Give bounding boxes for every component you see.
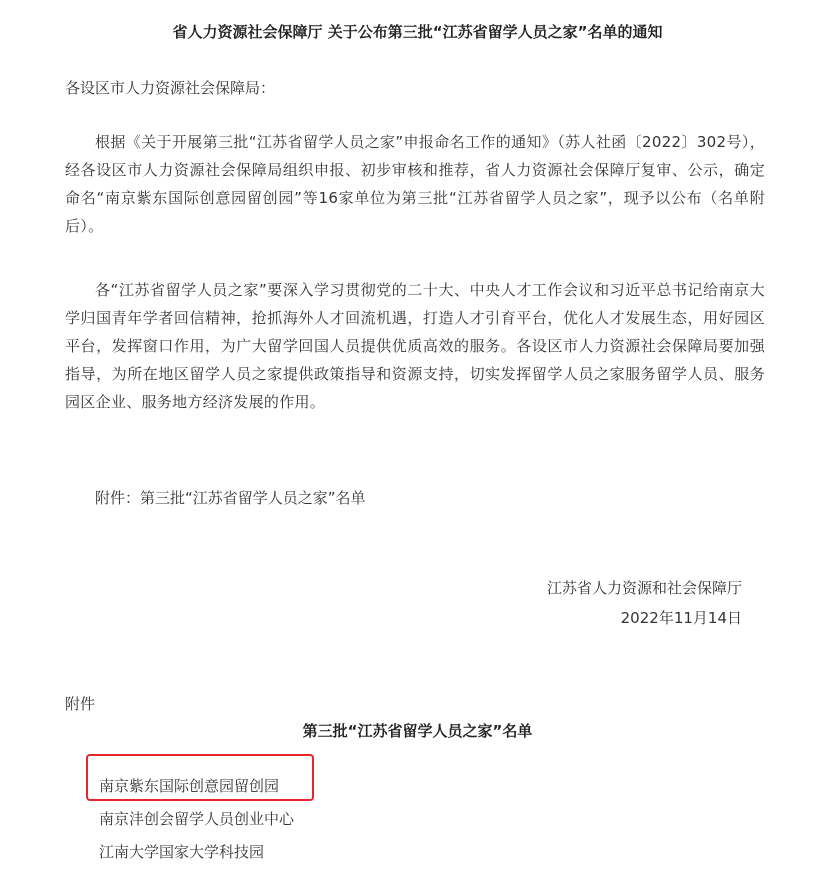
- list-item: 江南大学国家大学科技园: [99, 843, 265, 861]
- document-title: 省人力资源社会保障厅 关于公布第三批“江苏省留学人员之家”名单的通知: [172, 23, 663, 41]
- signature: 江苏省人力资源和社会保障厅: [546, 579, 742, 597]
- list-item: 南京沣创会留学人员创业中心: [99, 810, 295, 828]
- paragraph-1: 根据《关于开展第三批“江苏省留学人员之家”申报命名工作的通知》（苏人社函〔2022〕302号），经各设区市人力资源社会保障局组织申报、初步审核和推荐，省人力资源社会保障厅复审、公示，确定命名“南京紫东国际创意园留创园”等16家单位为第三批“江苏省留学人员之家”，现予以公布（名单附后）。: [65, 133, 765, 235]
- attachment-label: 附件: [65, 695, 96, 713]
- list-title: 第三批“江苏省留学人员之家”名单: [302, 722, 533, 740]
- date: 2022年11月14日: [620, 609, 742, 627]
- paragraph-2: 各“江苏省留学人员之家”要深入学习贯彻党的二十大、中央人才工作会议和习近平总书记给南京大学归国青年学者回信精神，抢抓海外人才回流机遇，打造人才引育平台，优化人才发展生态，用好园区平台，发挥窗口作用，为广大留学回国人员提供优质高效的服务。各设区市人力资源社会保障局要加强指导，为所在地区留学人员之家提供政策指导和资源支持，切实发挥留学人员之家服务留学人员、服务园区企业、服务地方经济发展的作用。: [65, 281, 765, 411]
- highlight-box: [86, 754, 314, 801]
- attachment-line: 附件：第三批“江苏省留学人员之家”名单: [95, 489, 366, 507]
- list-item: 南京紫东国际创意园留创园: [99, 777, 280, 795]
- greeting: 各设区市人力资源社会保障局：: [65, 79, 276, 97]
